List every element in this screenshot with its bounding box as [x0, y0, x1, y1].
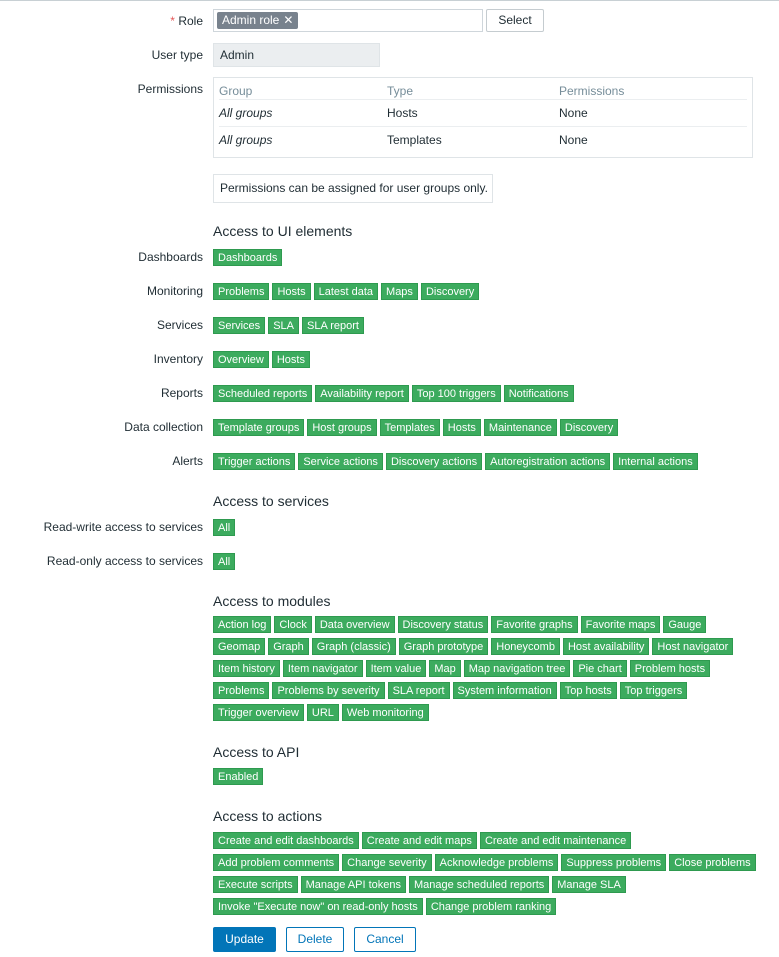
tag-url: URL — [307, 704, 339, 721]
ui-tags-reports — [213, 385, 758, 402]
select-role-button[interactable]: Select — [486, 9, 544, 32]
services-tags-read-only-access-to-services — [213, 553, 758, 570]
tag-favorite-maps: Favorite maps — [581, 616, 661, 633]
tag-host-groups: Host groups — [307, 419, 376, 436]
tag-overview: Overview — [213, 351, 269, 368]
services-label-read-only-access-to-services: Read-only access to services — [46, 554, 203, 568]
tag-favorite-graphs: Favorite graphs — [491, 616, 577, 633]
tag-invoke-execute-now-on-read-only-hosts: Invoke "Execute now" on read-only hosts — [213, 898, 423, 915]
tag-dashboards: Dashboards — [213, 249, 282, 266]
row1-permission: None — [559, 106, 588, 120]
ui-label-alerts: Alerts — [172, 454, 203, 468]
tag-graph-classic: Graph (classic) — [312, 638, 396, 655]
actions-tag-list — [213, 832, 758, 915]
ui-tags-data-collection — [213, 419, 758, 436]
tag-all: All — [213, 553, 235, 570]
user-type-field: Admin — [213, 43, 380, 67]
role-multiselect[interactable] — [213, 9, 483, 32]
top-divider — [0, 0, 779, 1]
tag-manage-scheduled-reports: Manage scheduled reports — [409, 876, 549, 893]
tag-problems: Problems — [213, 682, 269, 699]
tag-hosts: Hosts — [443, 419, 481, 436]
ui-tags-inventory — [213, 351, 758, 368]
tag-system-information: System information — [453, 682, 557, 699]
tag-suppress-problems: Suppress problems — [561, 854, 666, 871]
tag-web-monitoring: Web monitoring — [342, 704, 429, 721]
tag-enabled: Enabled — [213, 768, 263, 785]
tag-top-hosts: Top hosts — [560, 682, 617, 699]
tag-templates: Templates — [380, 419, 440, 436]
tag-notifications: Notifications — [504, 385, 574, 402]
tag-execute-scripts: Execute scripts — [213, 876, 298, 893]
tag-internal-actions: Internal actions — [613, 453, 698, 470]
delete-button[interactable]: Delete — [286, 927, 344, 952]
row1-type: Hosts — [387, 106, 418, 120]
tag-scheduled-reports: Scheduled reports — [213, 385, 312, 402]
ui-label-dashboards: Dashboards — [138, 250, 203, 264]
modules-title: Access to modules — [213, 593, 331, 609]
update-button[interactable]: Update — [213, 927, 276, 952]
tag-create-and-edit-maintenance: Create and edit maintenance — [480, 832, 631, 849]
remove-chip-icon[interactable]: ✕ — [283, 13, 294, 27]
permissions-note: Permissions can be assigned for user groups only. — [213, 174, 493, 203]
table-divider — [219, 126, 747, 127]
cancel-button[interactable]: Cancel — [354, 927, 416, 952]
tag-graph-prototype: Graph prototype — [399, 638, 489, 655]
tag-hosts: Hosts — [272, 283, 310, 300]
tag-host-navigator: Host navigator — [652, 638, 733, 655]
tag-availability-report: Availability report — [315, 385, 409, 402]
tag-item-navigator: Item navigator — [283, 660, 363, 677]
tag-map: Map — [429, 660, 460, 677]
tag-problems: Problems — [213, 283, 269, 300]
tag-problem-hosts: Problem hosts — [630, 660, 710, 677]
tag-all: All — [213, 519, 235, 536]
tag-pie-chart: Pie chart — [573, 660, 626, 677]
row1-group: All groups — [219, 106, 273, 120]
modules-tag-list — [213, 616, 758, 721]
tag-discovery: Discovery — [560, 419, 618, 436]
tag-close-problems: Close problems — [669, 854, 755, 871]
user-type-label: User type — [151, 48, 203, 62]
header-permissions: Permissions — [559, 84, 625, 98]
permissions-table — [213, 77, 753, 158]
tag-add-problem-comments: Add problem comments — [213, 854, 339, 871]
tag-services: Services — [213, 317, 265, 334]
ui-label-reports: Reports — [160, 386, 203, 400]
tag-top-triggers: Top triggers — [620, 682, 687, 699]
header-group: Group — [219, 84, 253, 98]
actions-title: Access to actions — [213, 808, 322, 824]
role-chip — [217, 12, 298, 29]
tag-create-and-edit-maps: Create and edit maps — [362, 832, 477, 849]
role-label — [170, 14, 203, 28]
table-divider — [219, 99, 747, 100]
tag-manage-api-tokens: Manage API tokens — [301, 876, 406, 893]
role-chip-label: Admin role — [222, 13, 280, 27]
tag-maps: Maps — [381, 283, 418, 300]
ui-tags-alerts — [213, 453, 758, 470]
tag-change-problem-ranking: Change problem ranking — [426, 898, 556, 915]
tag-action-log: Action log — [213, 616, 271, 633]
tag-item-history: Item history — [213, 660, 280, 677]
row2-group: All groups — [219, 133, 273, 147]
tag-honeycomb: Honeycomb — [491, 638, 560, 655]
ui-tags-dashboards — [213, 249, 758, 266]
tag-graph: Graph — [268, 638, 309, 655]
required-mark: * — [170, 14, 175, 28]
ui-label-inventory: Inventory — [153, 352, 203, 366]
tag-trigger-actions: Trigger actions — [213, 453, 295, 470]
services-tags-read-write-access-to-services — [213, 519, 758, 536]
ui-tags-monitoring — [213, 283, 758, 300]
tag-item-value: Item value — [366, 660, 427, 677]
tag-autoregistration-actions: Autoregistration actions — [485, 453, 610, 470]
tag-map-navigation-tree: Map navigation tree — [464, 660, 571, 677]
tag-sla-report: SLA report — [388, 682, 450, 699]
tag-gauge: Gauge — [663, 616, 706, 633]
tag-latest-data: Latest data — [314, 283, 378, 300]
tag-manage-sla: Manage SLA — [552, 876, 626, 893]
services-title: Access to services — [213, 493, 329, 509]
tag-data-overview: Data overview — [315, 616, 395, 633]
tag-maintenance: Maintenance — [484, 419, 557, 436]
tag-top-100-triggers: Top 100 triggers — [412, 385, 501, 402]
tag-host-availability: Host availability — [563, 638, 649, 655]
row2-permission: None — [559, 133, 588, 147]
tag-change-severity: Change severity — [342, 854, 432, 871]
tag-discovery: Discovery — [421, 283, 479, 300]
tag-clock: Clock — [274, 616, 312, 633]
tag-sla-report: SLA report — [302, 317, 364, 334]
ui-tags-services — [213, 317, 758, 334]
ui-elements-title: Access to UI elements — [213, 223, 353, 239]
tag-hosts: Hosts — [272, 351, 310, 368]
permissions-label: Permissions — [137, 82, 203, 96]
tag-service-actions: Service actions — [298, 453, 383, 470]
ui-label-data-collection: Data collection — [124, 420, 203, 434]
role-label-text: Role — [178, 14, 203, 28]
tag-create-and-edit-dashboards: Create and edit dashboards — [213, 832, 359, 849]
tag-sla: SLA — [268, 317, 299, 334]
tag-trigger-overview: Trigger overview — [213, 704, 304, 721]
services-label-read-write-access-to-services: Read-write access to services — [43, 520, 203, 534]
tag-geomap: Geomap — [213, 638, 265, 655]
api-title: Access to API — [213, 744, 300, 760]
api-tag-list — [213, 768, 758, 785]
header-type: Type — [387, 84, 414, 98]
ui-label-monitoring: Monitoring — [146, 284, 203, 298]
tag-acknowledge-problems: Acknowledge problems — [435, 854, 559, 871]
tag-problems-by-severity: Problems by severity — [272, 682, 384, 699]
tag-discovery-status: Discovery status — [398, 616, 489, 633]
tag-template-groups: Template groups — [213, 419, 304, 436]
row2-type: Templates — [387, 133, 442, 147]
ui-label-services: Services — [156, 318, 203, 332]
tag-discovery-actions: Discovery actions — [386, 453, 482, 470]
